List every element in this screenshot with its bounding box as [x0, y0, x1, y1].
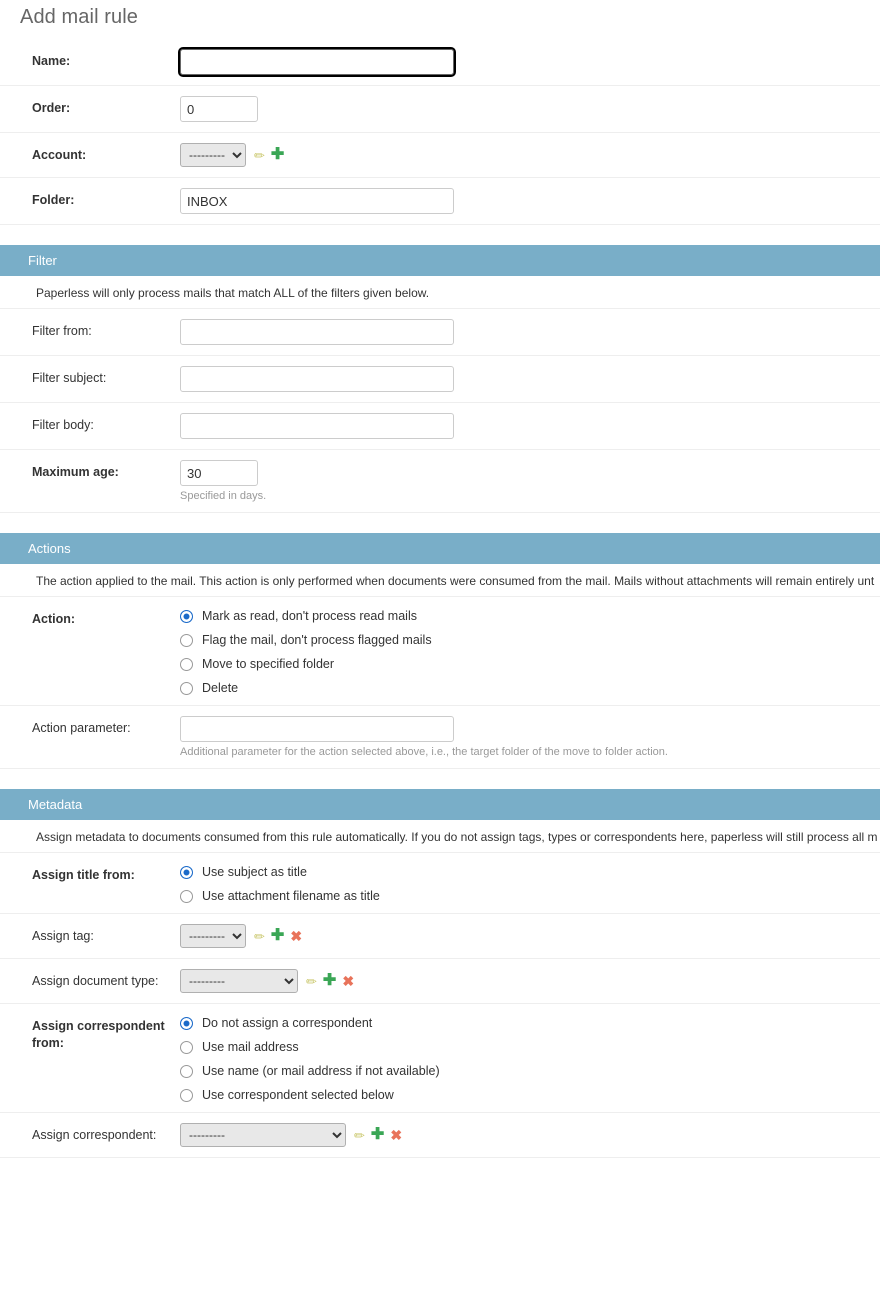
action-parameter-help: Additional parameter for the action selected above, i.e., the target folder of the move to folder action. [180, 746, 668, 758]
correspondent-radio-mail-address[interactable] [180, 1040, 880, 1054]
assign-correspondent-from-field-wrap [180, 1014, 880, 1102]
correspondent-radio-label: Use correspondent selected below [202, 1088, 394, 1102]
form-row-assign-correspondent [0, 1113, 880, 1158]
assign-correspondent-field-wrap [180, 1123, 880, 1147]
folder-input[interactable] [180, 188, 454, 214]
assign-correspondent-select[interactable] [180, 1123, 346, 1147]
add-icon[interactable]: ✚ [270, 927, 285, 944]
actions-section [0, 533, 880, 769]
account-select[interactable] [180, 143, 246, 167]
metadata-section-header: Metadata [0, 789, 880, 820]
form-row-assign-correspondent-from [0, 1004, 880, 1113]
form-row-account [0, 133, 880, 178]
assign-document-type-label: Assign document type: [32, 974, 159, 988]
form-row-filter-subject [0, 356, 880, 403]
radio-icon[interactable] [180, 634, 193, 647]
assign-document-type-select[interactable] [180, 969, 298, 993]
radio-icon[interactable] [180, 1041, 193, 1054]
folder-field-wrap [180, 188, 880, 214]
add-icon[interactable]: ✚ [270, 146, 285, 163]
correspondent-radio-none[interactable] [180, 1016, 880, 1030]
form-row-folder [0, 178, 880, 225]
form-row-action [0, 597, 880, 706]
filter-subject-label: Filter subject: [32, 371, 107, 385]
correspondent-radio-label: Use name (or mail address if not available) [202, 1064, 440, 1078]
filter-section [0, 245, 880, 513]
name-input[interactable] [180, 49, 454, 75]
assign-title-from-field-wrap [180, 863, 880, 903]
form-row-filter-from [0, 309, 880, 356]
filter-section-description: Paperless will only process mails that match ALL of the filters given below. [0, 276, 880, 309]
action-radio-group [180, 607, 880, 695]
action-parameter-label: Action parameter: [32, 721, 131, 735]
metadata-section-description: Assign metadata to documents consumed from this rule automatically. If you do not assign tags, types or correspondents here, paperless will still process all m [0, 820, 880, 853]
radio-icon[interactable] [180, 1089, 193, 1102]
folder-label: Folder: [32, 193, 75, 207]
correspondent-radio-label: Use mail address [202, 1040, 299, 1054]
assign-title-radio-label: Use subject as title [202, 865, 307, 879]
edit-icon[interactable]: ✏ [254, 928, 265, 944]
action-radio-label: Mark as read, don't process read mails [202, 609, 417, 623]
filter-from-field-wrap [180, 319, 880, 345]
correspondent-radio-label: Do not assign a correspondent [202, 1016, 373, 1030]
add-icon[interactable]: ✚ [322, 972, 337, 989]
action-field-wrap [180, 607, 880, 695]
assign-tag-field-wrap [180, 924, 880, 948]
actions-section-header: Actions [0, 533, 880, 564]
add-icon[interactable]: ✚ [370, 1126, 385, 1143]
page-title: Add mail rule [20, 6, 139, 28]
assign-title-radio-label: Use attachment filename as title [202, 889, 380, 903]
form-row-assign-tag [0, 914, 880, 959]
filter-from-label: Filter from: [32, 324, 92, 338]
assign-tag-select[interactable] [180, 924, 246, 948]
name-field-wrap [180, 49, 880, 75]
filter-subject-input[interactable] [180, 366, 454, 392]
filter-body-input[interactable] [180, 413, 454, 439]
account-tools [254, 147, 284, 163]
delete-icon[interactable]: ✖ [390, 1127, 403, 1143]
delete-icon[interactable]: ✖ [290, 928, 303, 944]
actions-section-description: The action applied to the mail. This action is only performed when documents were consumed from the mail. Mails without attachments will remain entirely unt [0, 564, 880, 597]
assign-tag-label: Assign tag: [32, 929, 94, 943]
radio-icon[interactable] [180, 1065, 193, 1078]
edit-icon[interactable]: ✏ [254, 147, 265, 163]
radio-icon[interactable] [180, 682, 193, 695]
maximum-age-label: Maximum age: [32, 465, 119, 479]
action-radio-label: Move to specified folder [202, 657, 335, 671]
bottom-spacer [0, 1158, 880, 1166]
action-radio-mark-as-read[interactable] [180, 609, 880, 623]
filter-subject-field-wrap [180, 366, 880, 392]
assign-title-radio-subject[interactable] [180, 865, 880, 879]
form-row-name [0, 39, 880, 86]
order-input[interactable] [180, 96, 258, 122]
form-row-action-parameter [0, 706, 880, 769]
filter-from-input[interactable] [180, 319, 454, 345]
edit-icon[interactable]: ✏ [306, 973, 317, 989]
action-label: Action: [32, 612, 76, 626]
radio-icon[interactable] [180, 658, 193, 671]
radio-icon[interactable] [180, 890, 193, 903]
radio-icon[interactable] [180, 1017, 193, 1030]
maximum-age-input[interactable] [180, 460, 258, 486]
assign-document-type-tools [306, 973, 354, 989]
maximum-age-field-wrap [180, 460, 880, 502]
assign-correspondent-label: Assign correspondent: [32, 1128, 157, 1142]
action-radio-flag[interactable] [180, 633, 880, 647]
action-parameter-field-wrap [180, 716, 880, 758]
assign-document-type-field-wrap [180, 969, 880, 993]
form-row-filter-body [0, 403, 880, 450]
assign-title-from-label: Assign title from: [32, 868, 135, 882]
form-row-assign-title-from [0, 853, 880, 914]
filter-body-label: Filter body: [32, 418, 94, 432]
metadata-section [0, 789, 880, 1166]
form-row-assign-document-type [0, 959, 880, 1004]
account-field-wrap [180, 143, 880, 167]
action-radio-label: Flag the mail, don't process flagged mails [202, 633, 432, 647]
correspondent-radio-selected-below[interactable] [180, 1088, 880, 1102]
assign-correspondent-from-radio-group [180, 1014, 880, 1102]
radio-icon[interactable] [180, 866, 193, 879]
delete-icon[interactable]: ✖ [342, 973, 355, 989]
action-radio-delete[interactable] [180, 681, 880, 695]
assign-title-radio-filename[interactable] [180, 889, 880, 903]
action-radio-move[interactable] [180, 657, 880, 671]
filter-body-field-wrap [180, 413, 880, 439]
order-field-wrap [180, 96, 880, 122]
maximum-age-help: Specified in days. [180, 490, 267, 502]
assign-title-from-radio-group [180, 863, 880, 903]
edit-icon[interactable]: ✏ [354, 1127, 365, 1143]
form-row-maximum-age [0, 450, 880, 513]
assign-correspondent-from-label: Assign correspondent from: [32, 1019, 165, 1050]
filter-section-header: Filter [0, 245, 880, 276]
assign-tag-tools [254, 928, 302, 944]
order-label: Order: [32, 101, 71, 115]
assign-correspondent-tools [354, 1127, 402, 1143]
action-parameter-input[interactable] [180, 716, 454, 742]
account-label: Account: [32, 148, 87, 162]
name-label: Name: [32, 54, 71, 68]
correspondent-radio-name[interactable] [180, 1064, 880, 1078]
action-radio-label: Delete [202, 681, 239, 695]
form-row-order [0, 86, 880, 133]
radio-icon[interactable] [180, 610, 193, 623]
